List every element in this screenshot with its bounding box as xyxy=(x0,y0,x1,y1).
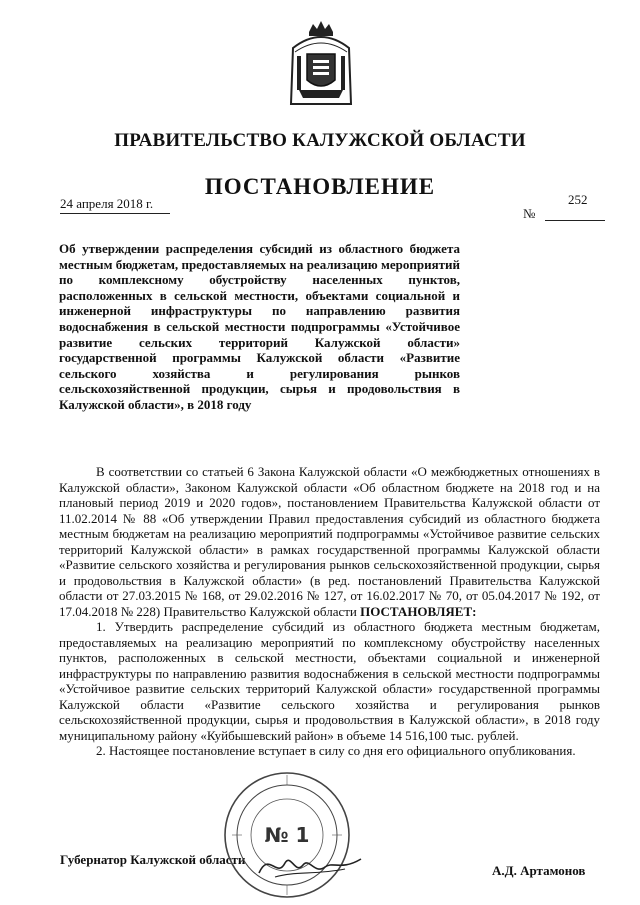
coat-of-arms-emblem xyxy=(285,18,357,108)
document-date: 24 апреля 2018 г. xyxy=(60,196,170,214)
document-subject: Об утверждении распределения субсидий из областного бюджета местным бюджетам, предоставляемых на реализацию мероприятий по комплексному обустройству населенных пунктов, расположенных в сельской местности, объектами социальной и инженерной инфраструктуры по направлению развития водоснабжения в сельской местности подпрограммы «Устойчивое развитие сельских территорий Калужской области» государственной программы Калужской области «Развитие сельского хозяйства и регулирования рынков сельскохозяйственной продукции, сырья и продовольствия в Калужской области», в 2018 году xyxy=(59,241,460,412)
handwritten-signature xyxy=(255,845,365,885)
number-sign: № xyxy=(523,206,536,221)
body-preamble xyxy=(59,464,600,619)
stamp-number: № 1 xyxy=(264,823,310,847)
document-number: 252 xyxy=(568,192,588,207)
signatory-name: А.Д. Артамонов xyxy=(492,863,586,878)
body-item-2: 2. Настоящее постановление вступает в силу со дня его официального опубликования. xyxy=(96,743,576,758)
preamble-text: В соответствии со статьей 6 Закона Калужской области «О межбюджетных отношениях в Калужской области», Законом Калужской области «Об областном бюджете на 2018 год и на плановый период 2019 и 2020 годов», постановлением Правительства Калужской области от 11.02.2014 № 88 «Об утверждении Правил предоставления субсидий из областного бюджета местным бюджетам на реализацию мероприятий подпрограммы «Устойчивое развитие сельских территорий Калужской области» в рамках государственной программы Калужской области «Развитие сельского хозяйства и регулирования рынков сельскохозяйственной продукции, сырья и продовольствия в Калужской области» (в ред. постановлений Правительства Калужской области от 27.03.2015 № 168, от 29.02.2016 № 127, от 16.02.2017 № 70, от 05.04.2017 № 192, от 17.04.2018 № 228) Правительство Калужской области xyxy=(59,464,600,619)
document-body xyxy=(59,464,600,759)
body-item-1: 1. Утвердить распределение субсидий из областного бюджета местным бюджетам, предоставляемых на реализацию мероприятий по комплексному обустройству населенных пунктов, расположенных в сельской местности, объектами социальной и инженерной инфраструктуры по направлению развития водоснабжения в сельской местности подпрограммы «Устойчивое развитие сельских территорий Калужской области» государственной программы Калужской области «Развитие сельского хозяйства и регулирования рынков сельскохозяйственной продукции, сырья и продовольствия в Калужской области», в 2018 году муниципальному району «Куйбышевский район» в объеме 14 516,100 тыс. рублей. xyxy=(59,619,600,743)
document-type: ПОСТАНОВЛЕНИЕ xyxy=(204,174,436,199)
signatory-position: Губернатор Калужской области xyxy=(60,852,246,867)
number-underline xyxy=(545,220,605,221)
organization-title: ПРАВИТЕЛЬСТВО КАЛУЖСКОЙ ОБЛАСТИ xyxy=(114,130,526,151)
decree-word: ПОСТАНОВЛЯЕТ: xyxy=(360,603,477,619)
